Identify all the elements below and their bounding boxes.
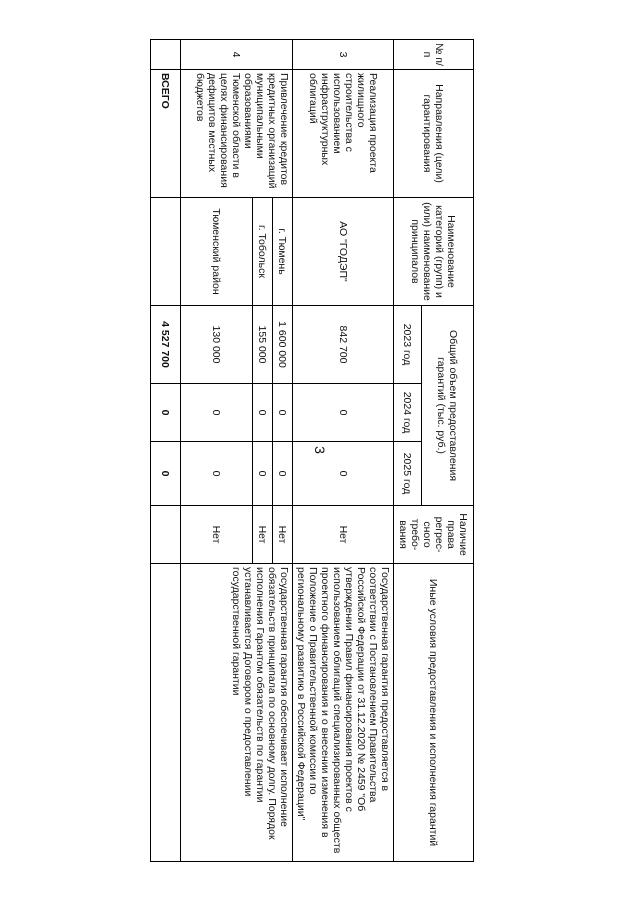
header-volume: Общий объем предоставления гарантий (тыс. руб.)	[422, 305, 474, 505]
row4-regress-3: Нет	[181, 505, 253, 563]
row3-2024: 0	[293, 383, 394, 441]
row4-conditions: Государственная гарантия обеспечивает исполнение обязательств принципала по основному долгу. Порядок исполнения Гарантом обязательств по гарантии устанавливается Договором о предоставлении государственной гарантии	[181, 563, 293, 861]
header-direction: Направления (цели) гарантирования	[394, 69, 474, 197]
guarantees-table	[150, 39, 474, 862]
rotated-page	[159, 39, 474, 861]
row3-conditions: Государственная гарантия предоставляется в соответствии с Постановлением Правительства Российской Федерации от 31.12.2020 № 2459 "Об утверждении Правил финансирования проектов с использованием облигаций специализированных обществ проектного финансирования и о внесении изменения в Положение о Правительственной комиссии по региональному развитию в Российской Федерации"	[293, 563, 394, 861]
row4-regress-1: Нет	[273, 505, 293, 563]
row4-2023-2: 155 000	[253, 305, 273, 383]
header-2023: 2023 год	[394, 305, 422, 383]
total-category	[151, 197, 181, 305]
header-regress: Наличие права регрес-сного требо-вания	[394, 505, 474, 563]
header-category: Наименование категорий (групп) и (или) наименование принципалов	[394, 197, 474, 305]
row4-2024-2: 0	[253, 383, 273, 441]
row4-2025-3: 0	[181, 441, 253, 505]
total-2024: 0	[151, 383, 181, 441]
table-row	[273, 39, 293, 861]
row4-2025-1: 0	[273, 441, 293, 505]
header-row	[422, 39, 474, 861]
row4-num: 4	[181, 39, 293, 69]
row3-regress: Нет	[293, 505, 394, 563]
row4-2025-2: 0	[253, 441, 273, 505]
total-2025: 0	[151, 441, 181, 505]
row4-direction: Привлечение кредитов кредитных организаций муниципальными образованиями Тюменской области в целях финансирования дефицитов местных бюджетов	[181, 69, 293, 197]
header-num: № п/п	[394, 39, 474, 69]
total-conditions	[151, 563, 181, 861]
row3-num: 3	[293, 39, 394, 69]
row4-principal-2: г. Тобольск	[253, 197, 273, 305]
total-label: ВСЕГО	[151, 69, 181, 197]
row4-2023-3: 130 000	[181, 305, 253, 383]
row4-2024-3: 0	[181, 383, 253, 441]
row4-2023-1: 1 600 000	[273, 305, 293, 383]
row3-2023: 842 700	[293, 305, 394, 383]
row4-regress-2: Нет	[253, 505, 273, 563]
header-2025: 2025 год	[394, 441, 422, 505]
total-num	[151, 39, 181, 69]
row3-principal: АО "ГОДЭП"	[293, 197, 394, 305]
total-regress	[151, 505, 181, 563]
header-2024: 2024 год	[394, 383, 422, 441]
total-row	[151, 39, 181, 861]
header-conditions: Иные условия предоставления и исполнения гарантий	[394, 563, 474, 861]
table-row	[293, 39, 394, 861]
total-2023: 4 527 700	[151, 305, 181, 383]
page-number: 3	[312, 446, 328, 454]
row3-2025: 0	[293, 441, 394, 505]
row4-2024-1: 0	[273, 383, 293, 441]
row3-direction: Реализация проекта жилищного строительства с использованием инфраструктурных облигаций	[293, 69, 394, 197]
row4-principal-3: Тюменский район	[181, 197, 253, 305]
row4-principal-1: г. Тюмень	[273, 197, 293, 305]
